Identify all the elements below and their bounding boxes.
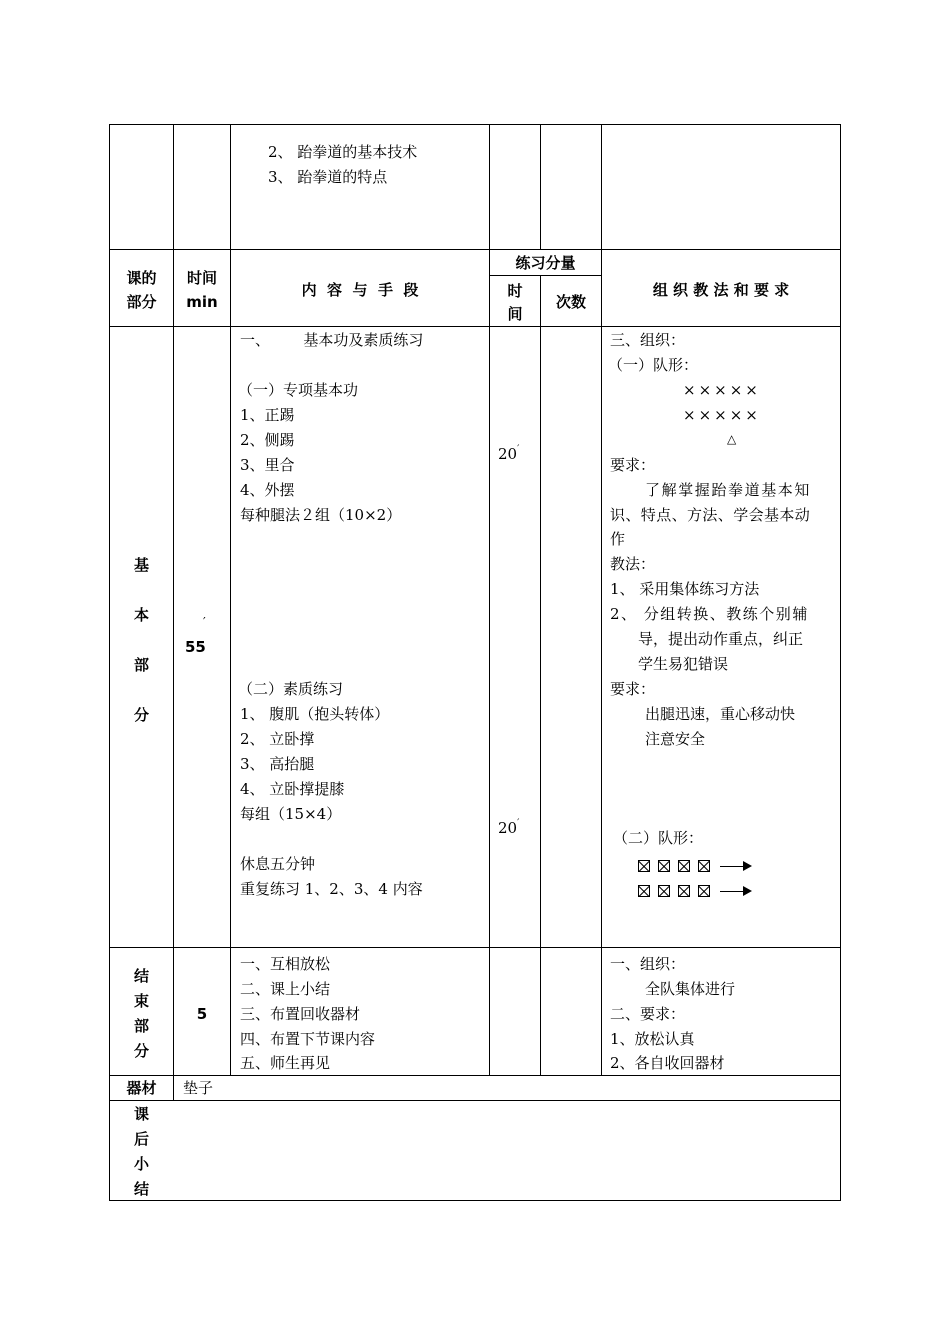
end-label: 结 [133, 967, 149, 985]
basic-item: 4、外摆 [240, 481, 295, 499]
top-item: 2、 跆拳道的基本技术 [268, 143, 418, 161]
method-requirement-item: 出腿迅速，重心移动快 [645, 705, 796, 723]
end-item: 一、互相放松 [240, 955, 331, 973]
header-time: 时间 [186, 269, 217, 287]
arrow-right-icon [720, 866, 750, 867]
header-method: 组 织 教 法 和 要 求 [652, 281, 790, 299]
formation-teacher: △ [727, 432, 737, 446]
formation-cell [678, 885, 690, 897]
formation-cell [638, 860, 650, 872]
method-teach-item: 2、 分组转换、教练个别辅 [610, 605, 809, 623]
basic-label: 本 [133, 606, 149, 624]
method-requirement-text: 了解掌握跆拳道基本知 [645, 481, 812, 499]
header-practice-time: 时 [507, 282, 523, 300]
equipment-label: 器材 [126, 1079, 157, 1097]
table-line [109, 249, 841, 250]
end-method-item: 一、组织： [610, 955, 686, 973]
end-item: 五、师生再见 [240, 1054, 331, 1072]
method-org: 三、组织： [610, 331, 686, 349]
arrow-right-icon [720, 891, 750, 892]
formation-cell [698, 885, 710, 897]
basic-label: 部 [133, 656, 149, 674]
header-practice: 练习分量 [515, 254, 576, 272]
basic-item: 1、 腹肌（抱头转体） [240, 705, 390, 723]
method-teach-item: 学生易犯错误 [638, 655, 729, 673]
table-line [109, 326, 841, 327]
method-requirement-label: 要求： [610, 456, 656, 474]
basic-duration: 55 [185, 638, 206, 656]
table-line [540, 124, 541, 250]
practice-time-mark: ′ [517, 818, 520, 829]
basic-label: 基 [133, 556, 149, 574]
end-method-item: 2、各自收回器材 [610, 1054, 725, 1072]
basic-sets: 每组（15×4） [240, 805, 342, 823]
formation-cell [638, 885, 650, 897]
equipment-value: 垫子 [183, 1079, 214, 1097]
end-duration: 5 [196, 1005, 208, 1023]
table-line [540, 275, 541, 1075]
header-part: 部分 [126, 293, 157, 311]
header-part: 课的 [126, 269, 157, 287]
header-count: 次数 [555, 293, 586, 311]
table-line [601, 124, 602, 1075]
practice-time-value: 20 [498, 819, 518, 837]
basic-repeat: 重复练习 1、2、3、4 内容 [240, 880, 423, 898]
header-practice-time: 间 [507, 305, 523, 323]
method-formation: （二）队形： [613, 829, 704, 847]
formation-row: ××××× [683, 381, 761, 399]
table-border-right [840, 124, 841, 1201]
method-requirement-text: 作 [610, 530, 626, 548]
formation-row: ××××× [683, 406, 761, 424]
method-requirement-label: 要求： [610, 680, 656, 698]
method-requirement-item: 注意安全 [645, 730, 706, 748]
basic-item: 1、正踢 [240, 406, 295, 424]
end-label: 束 [133, 992, 149, 1010]
formation-cell [658, 885, 670, 897]
end-item: 二、课上小结 [240, 980, 331, 998]
basic-heading: 一、 基本功及素质练习 [240, 331, 424, 349]
formation-grid-row [638, 860, 750, 872]
practice-time [498, 818, 519, 841]
table-line [109, 947, 841, 948]
table-line [109, 1075, 841, 1076]
basic-item: 2、侧踢 [240, 431, 295, 449]
formation-cell [698, 860, 710, 872]
basic-item: 3、里合 [240, 456, 295, 474]
method-teach-item: 1、 采用集体练习方法 [610, 580, 760, 598]
basic-item: 4、 立卧撑提膝 [240, 780, 345, 798]
table-border-bottom [109, 1200, 841, 1201]
table-border-top [109, 124, 841, 125]
method-requirement-text: 识、特点、方法、学会基本动 [610, 506, 811, 524]
formation-grid-row [638, 885, 750, 897]
end-item: 四、布置下节课内容 [240, 1030, 376, 1048]
basic-duration-mark: ′ [203, 615, 206, 629]
summary-label: 后 [133, 1130, 149, 1148]
basic-item: 3、 高抬腿 [240, 755, 315, 773]
summary-label: 课 [133, 1105, 149, 1123]
basic-sets: 每种腿法２组（10×2） [240, 506, 402, 524]
practice-time-value: 20 [498, 445, 518, 463]
basic-subheading: （二）素质练习 [238, 680, 344, 698]
end-item: 三、布置回收器材 [240, 1005, 361, 1023]
header-content: 内 容 与 手 段 [301, 281, 419, 299]
end-label: 分 [133, 1042, 149, 1060]
practice-time [498, 444, 519, 467]
table-line [489, 275, 602, 276]
summary-label: 结 [133, 1180, 149, 1198]
basic-label: 分 [133, 706, 149, 724]
end-method-item: 1、放松认真 [610, 1030, 695, 1048]
method-teach-label: 教法： [610, 555, 656, 573]
basic-subheading: （一）专项基本功 [238, 381, 359, 399]
end-method-item: 全队集体进行 [645, 980, 736, 998]
basic-rest: 休息五分钟 [240, 855, 316, 873]
header-time-unit: min [186, 293, 218, 311]
end-label: 部 [133, 1017, 149, 1035]
top-item: 3、 跆拳道的特点 [268, 168, 388, 186]
end-method-item: 二、要求： [610, 1005, 686, 1023]
formation-cell [678, 860, 690, 872]
formation-cell [658, 860, 670, 872]
table-line [230, 124, 231, 1075]
table-line [109, 1100, 841, 1101]
method-teach-item: 导，提出动作重点，纠正 [638, 630, 804, 648]
method-formation: （一）队形： [608, 356, 699, 374]
basic-item: 2、 立卧撑 [240, 730, 315, 748]
summary-label: 小 [133, 1155, 149, 1173]
practice-time-mark: ′ [517, 444, 520, 455]
